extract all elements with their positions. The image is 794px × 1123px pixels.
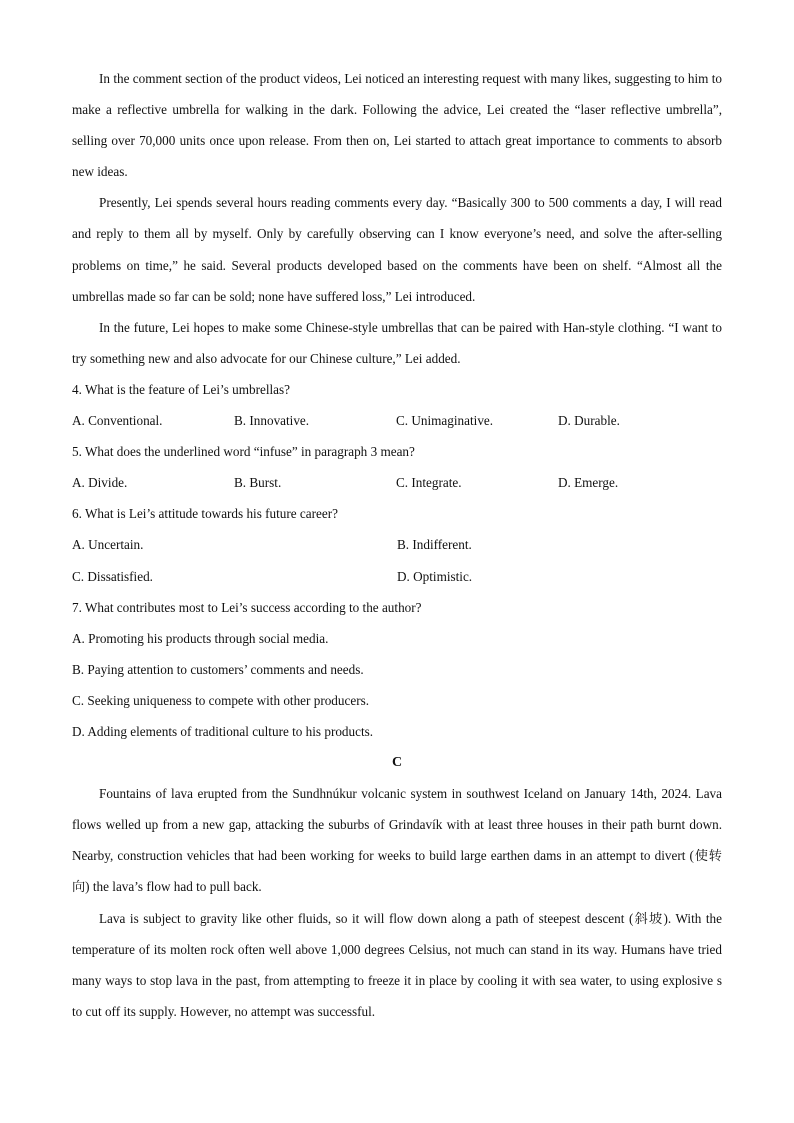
- question-7-option-c: C. Seeking uniqueness to compete with other producers.: [72, 692, 370, 708]
- passage-b-paragraph-2: Presently, Lei spends several hours reading comments every day. “Basically 300 to 500 comments a day, I will read and reply to them all by myself. Only by carefully observing can I know everyone’s need, and solve the after-selling problems on time,” he said. Several products developed based on the comments have been on shelf. “Almost all the umbrellas made so far can be sold; none have suffered loss,” Lei introduced.: [72, 195, 722, 304]
- passage-c-paragraph-1: Fountains of lava erupted from the Sundhnúkur volcanic system in southwest Iceland on January 14th, 2024. Lava flows welled up from a new gap, attacking the suburbs of Grindavík with at least three houses in their path burnt down. Nearby, construction vehicles that had been working for weeks to build large earthen dams in an attempt to divert (使转向) the lava’s flow had to pull back.: [72, 786, 722, 895]
- question-5-options: [72, 467, 722, 498]
- question-4-options: [72, 405, 722, 436]
- question-6-options-row-1: [72, 529, 722, 560]
- page-content: [72, 63, 722, 1027]
- question-7-stem: 7. What contributes most to Lei’s success according to the author?: [72, 599, 422, 615]
- passage-b-paragraph-3: In the future, Lei hopes to make some Chinese-style umbrellas that can be paired with Han-style clothing. “I want to try something new and also advocate for our Chinese culture,” Lei added.: [72, 319, 722, 366]
- question-6-option-d: D. Optimistic.: [397, 568, 473, 584]
- question-5-option-a: A. Divide.: [72, 475, 128, 491]
- question-4-option-b: B. Innovative.: [234, 413, 310, 429]
- passage-b-paragraph-1: In the comment section of the product videos, Lei noticed an interesting request with many likes, suggesting to him to make a reflective umbrella for walking in the dark. Following the advice, Lei created the “laser reflective umbrella”, selling over 70,000 units once upon release. From then on, Lei started to attach great importance to comments to absorb new ideas.: [72, 71, 722, 180]
- question-7-option-d: D. Adding elements of traditional culture to his products.: [72, 723, 374, 739]
- question-5-option-d: D. Emerge.: [558, 475, 619, 491]
- question-4-option-d: D. Durable.: [558, 413, 620, 429]
- question-4-option-a: A. Conventional.: [72, 413, 163, 429]
- question-7-option-a: A. Promoting his products through social media.: [72, 630, 329, 646]
- question-6-option-b: B. Indifferent.: [397, 537, 472, 553]
- question-5-option-c: C. Integrate.: [396, 475, 462, 491]
- question-6-option-c: C. Dissatisfied.: [72, 568, 153, 584]
- question-5-option-b: B. Burst.: [234, 475, 282, 491]
- question-6-option-a: A. Uncertain.: [72, 537, 144, 553]
- question-4-option-c: C. Unimaginative.: [396, 413, 494, 429]
- question-6-stem: 6. What is Lei’s attitude towards his future career?: [72, 506, 338, 522]
- question-6-options-row-2: [72, 561, 722, 592]
- question-7-option-b: B. Paying attention to customers’ comments and needs.: [72, 661, 364, 677]
- passage-c-paragraph-2: Lava is subject to gravity like other fluids, so it will flow down along a path of steepest descent (斜坡). With the temperature of its molten rock often well above 1,000 degrees Celsius, not much can stand in its way. Humans have tried many ways to stop lava in the past, from attempting to freeze it in place by cooling it with sea water, to using explosive s to cut off its supply. However, no attempt was successful.: [72, 910, 722, 1019]
- section-c-title: C: [391, 755, 403, 771]
- question-4-stem: 4. What is the feature of Lei’s umbrellas?: [72, 381, 291, 397]
- question-5-stem: 5. What does the underlined word “infuse” in paragraph 3 mean?: [72, 444, 415, 460]
